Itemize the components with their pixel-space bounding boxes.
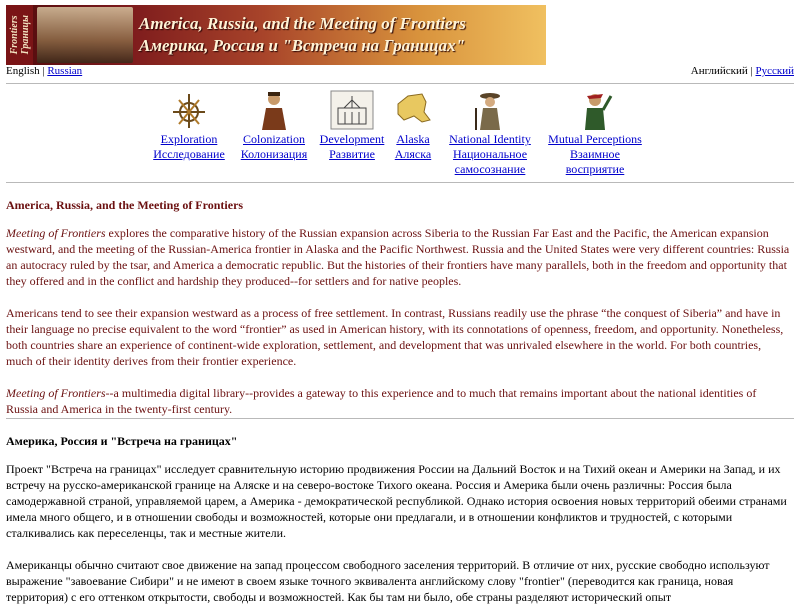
- nav-item-mutual-perceptions[interactable]: [544, 90, 646, 177]
- site-banner: [6, 5, 546, 65]
- nav-label-en[interactable]: Exploration: [160, 132, 218, 146]
- language-switcher-left: [6, 65, 82, 77]
- russian-section: [6, 434, 790, 605]
- soldier-icon[interactable]: [468, 90, 512, 130]
- banner-image: [33, 5, 546, 65]
- divider: [6, 182, 794, 183]
- paragraph-text: --a multimedia digital library--provides a gateway to this experience and to much that remains important about the national identities of Russia and America in the twenty-first century.: [6, 386, 757, 416]
- english-paragraph-2: Americans tend to see their expansion westward as a process of free settlement. In contrast, Russians readily use the phrase “the conquest of Siberia” and have in their language no precise equivalent to the word “frontier” as used in American history, with its connotations of openness, freedom, and opportunity. Nonetheless, both countries share an experience of continent-wide exploration, settlement, and development that was unrivaled elsewhere in the world. For both countries, much of their identity derives from their frontier experience.: [6, 306, 784, 368]
- banner-title-english: America, Russia, and the Meeting of Frontiers: [139, 14, 466, 33]
- nav-label-en[interactable]: Development: [319, 132, 385, 146]
- nav-label-ru[interactable]: Аляска: [394, 147, 432, 161]
- project-title: Meeting of Frontiers: [6, 226, 106, 240]
- russian-heading: Америка, Россия и "Встреча на границах": [6, 434, 238, 448]
- divider: [6, 83, 794, 84]
- nav-label-ru[interactable]: Национальное самосознание: [452, 147, 528, 176]
- project-title: Meeting of Frontiers: [6, 386, 106, 400]
- main-navigation: [150, 90, 650, 180]
- english-paragraph-1: [6, 225, 790, 289]
- russian-link[interactable]: Russian: [47, 65, 83, 77]
- paragraph-text: explores the comparative history of the Russian expansion across Siberia to the Russian Far East and the Pacific, the American expansion westward, and the meeting of the Russian-America frontier in Alaska and the Pacific Northwest. Russia and the United States were very different countries: Russia an autocracy ruled by the tsar, and America a democratic republic. But the histories of their frontiers have many parallels, both in the freedom and opportunity that they offered and in the conflict and hardship they produced--for settlers and for native peoples.: [6, 226, 790, 288]
- separator: |: [750, 65, 753, 77]
- divider: [6, 418, 794, 419]
- nav-label-en[interactable]: Colonization: [243, 132, 305, 146]
- nav-item-national-identity[interactable]: [444, 90, 536, 177]
- nav-item-colonization[interactable]: [234, 90, 314, 162]
- alaska-map-icon[interactable]: [392, 90, 436, 130]
- russian-paragraph-2: Американцы обычно считают свое движение на запад процессом свободного заселения территорий. В отличие от них, русские свободно используют выражение "завоевание Сибири" и не имеют в своем языке точного эквивалента английскому слову "frontier" (переводится как граница, новая территория) с его оттенком открытости, свободы и возможностей. Как бы там ни было, обе страны разделяют исторический опыт: [6, 558, 770, 604]
- banner-photo: [37, 7, 133, 63]
- nav-item-alaska[interactable]: [392, 90, 434, 162]
- frontiers-logo: [6, 5, 33, 65]
- nav-label-ru[interactable]: Колонизация: [240, 147, 308, 161]
- nav-label-ru[interactable]: Исследование: [153, 147, 225, 161]
- compass-icon[interactable]: [167, 90, 211, 130]
- english-label: English: [6, 65, 40, 77]
- figure-icon[interactable]: [573, 90, 617, 130]
- nav-label-ru[interactable]: Взаимное восприятие: [565, 147, 625, 176]
- english-paragraph-3: [6, 385, 790, 417]
- settler-icon[interactable]: [252, 90, 296, 130]
- nav-item-exploration[interactable]: [150, 90, 228, 162]
- nav-label-en[interactable]: Alaska: [396, 132, 430, 146]
- logo-line1: Frontiers: [8, 15, 20, 55]
- russian-link-ru[interactable]: Русский: [755, 65, 794, 77]
- english-section: [6, 198, 790, 417]
- nav-label-en[interactable]: Mutual Perceptions: [548, 132, 642, 146]
- separator: |: [42, 65, 45, 77]
- nav-label-en[interactable]: National Identity: [449, 132, 531, 146]
- russian-paragraph-1: Проект "Встреча на границах" исследует сравнительную историю продвижения России на Дальний Восток и на Тихий океан и Америки на Запад, и их встречу на русско-американской границе на Аляске и на северо-востоке Тихого океана. Россия и Америка были очень различны: Россия была самодержавной страной, управляемой царем, а Америка - демократической республикой. Однако история освоения новых территорий обеими странами имела много общего, и в отношении свободы и возможностей, которые они предлагали, и в отношении конфликтов и трудностей, с которыми сталкивались как переселенцы, так и местные жители.: [6, 462, 787, 540]
- english-label-ru: Английский: [690, 65, 748, 77]
- nav-item-development[interactable]: [316, 90, 388, 162]
- banner-title-russian: Америка, Россия и "Встреча на Границах": [139, 36, 466, 55]
- language-switcher-right: [691, 65, 794, 77]
- nav-label-ru[interactable]: Развитие: [329, 147, 375, 161]
- english-heading: America, Russia, and the Meeting of Frontiers: [6, 198, 244, 212]
- logo-line2: Границы: [19, 15, 31, 55]
- building-icon[interactable]: [330, 90, 374, 130]
